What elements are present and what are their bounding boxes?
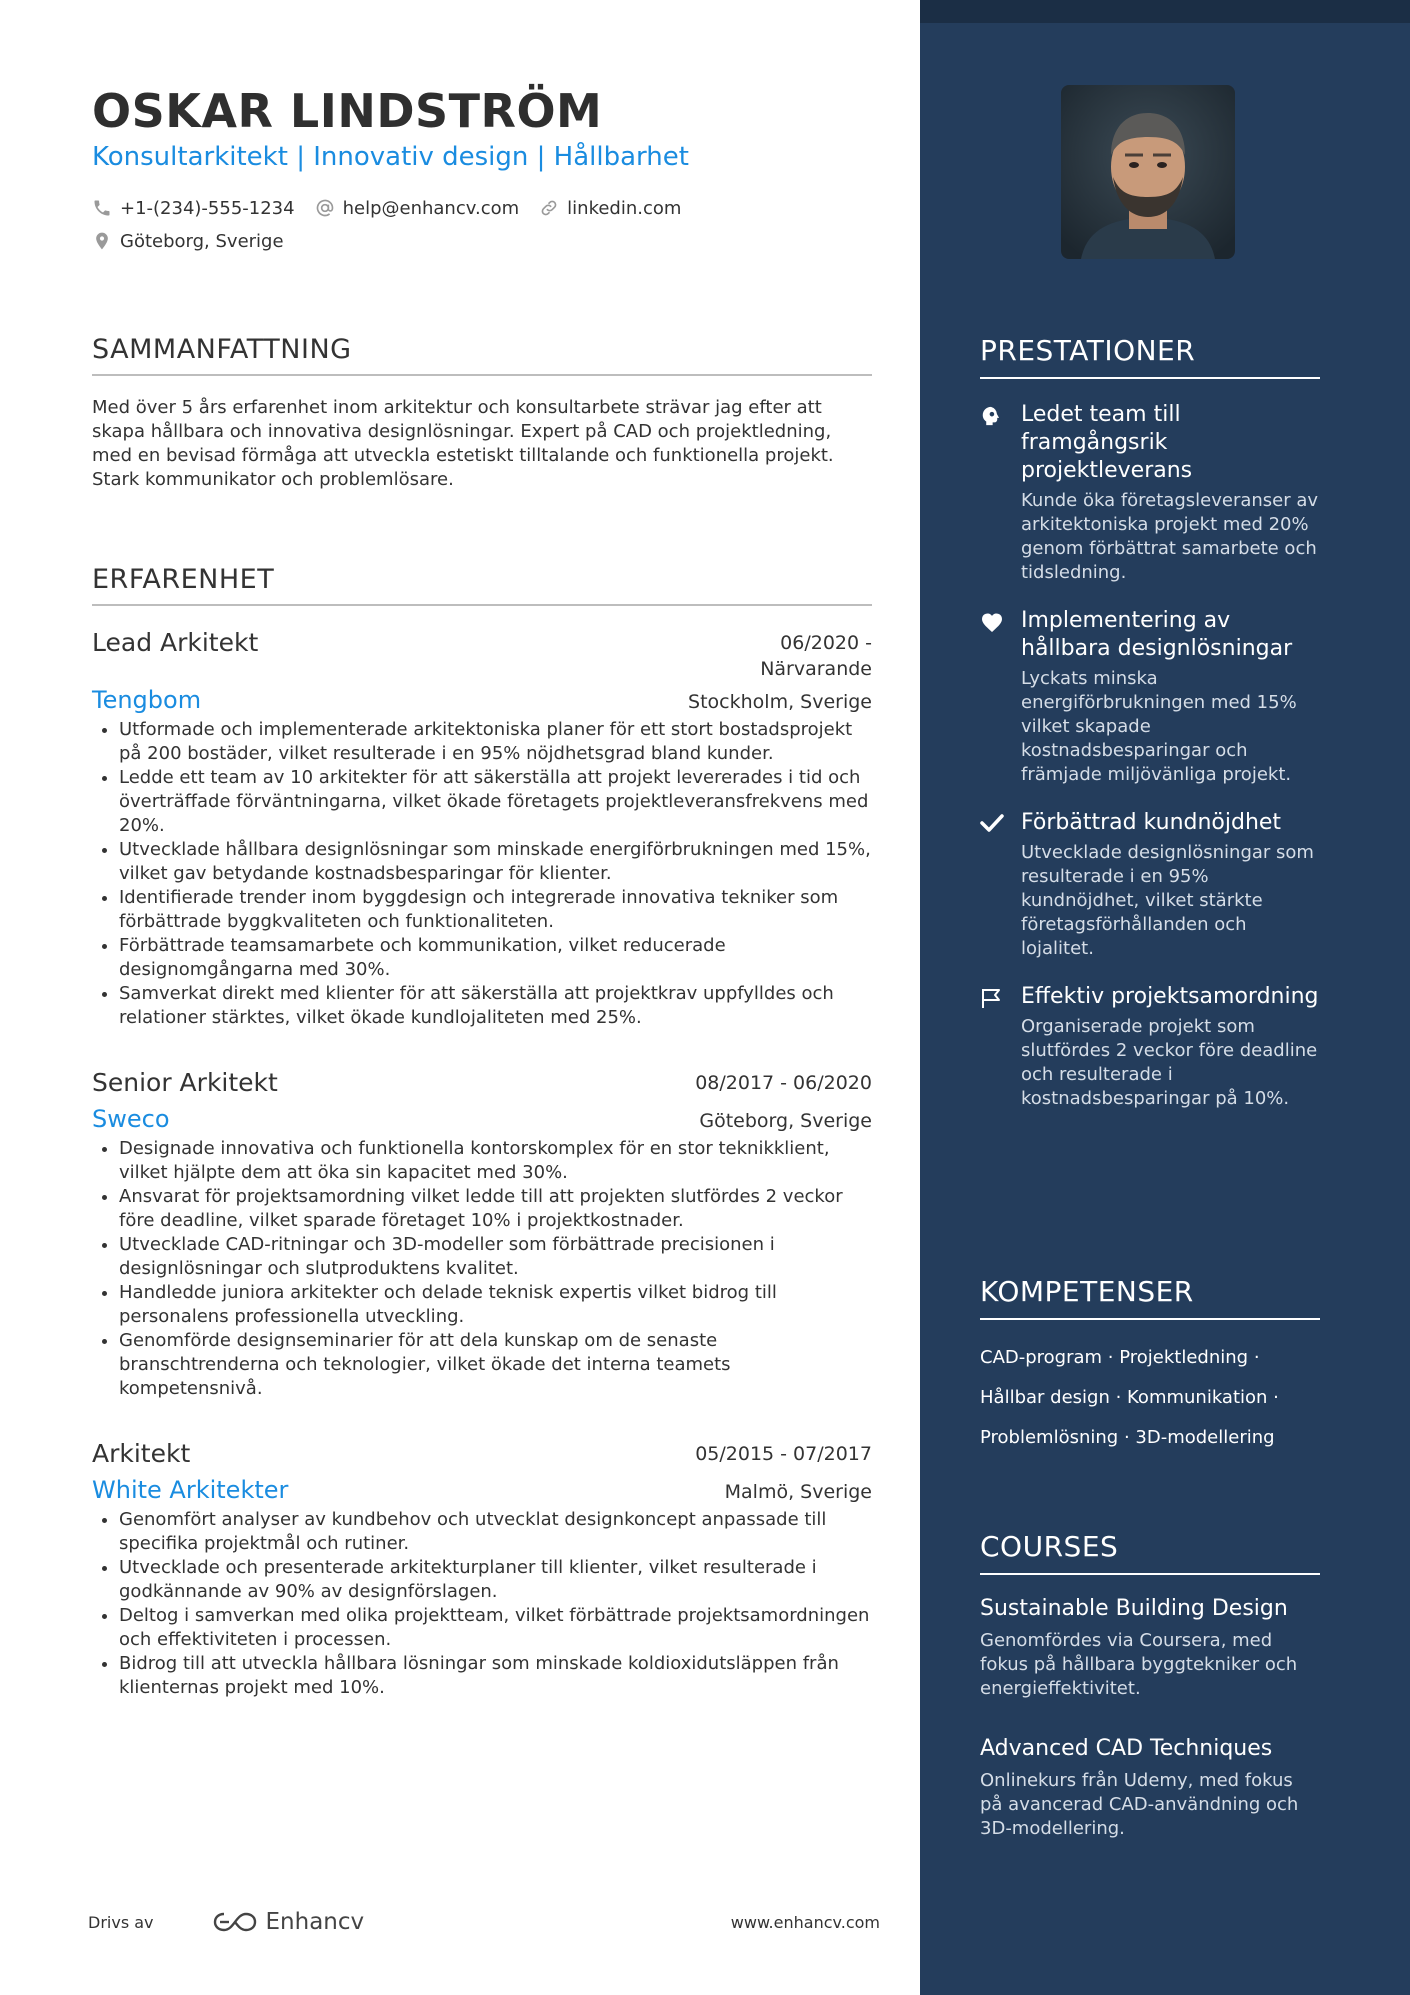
contact-linkedin[interactable] — [539, 198, 681, 219]
job-bullet: • Genomförde designseminarier för att dela kunskap om de senaste branschtrenderna och teknologier, vilket ökade det interna teamets kompetensnivå. — [119, 1329, 872, 1401]
summary-title: SAMMANFATTNING — [92, 334, 872, 376]
job-bullets — [92, 718, 872, 1030]
flag-icon — [980, 987, 1004, 1009]
check-icon — [980, 813, 1004, 833]
headline: Konsultarkitekt | Innovativ design | Hållbarhet — [92, 142, 689, 172]
job-date-start: 06/2020 - — [780, 632, 872, 654]
job-bullet: • Utvecklade CAD-ritningar och 3D-modeller som förbättrade precisionen i designlösningar och slutproduktens kvalitet. — [119, 1233, 872, 1281]
job-bullet: • Designade innovativa och funktionella kontorskomplex för en stor teknikklient, vilket hjälpte dem att öka sin kapacitet med 30%. — [119, 1137, 872, 1185]
job-title: Lead Arkitekt — [92, 628, 259, 657]
job-title: Senior Arkitekt — [92, 1068, 278, 1097]
job-bullets — [92, 1137, 872, 1401]
job-bullets — [92, 1508, 872, 1700]
skills-title: KOMPETENSER — [980, 1275, 1320, 1320]
job-date-end: Närvarande — [760, 658, 872, 680]
experience-section — [92, 564, 872, 1700]
job-bullet: • Utformade och implementerade arkitektoniska planer för ett stort bostadsprojekt på 200 bostäder, vilket resulterade i en 95% nöjdhetsgrad bland kunder. — [119, 718, 872, 766]
contact-info — [92, 196, 892, 262]
profile-photo — [1061, 85, 1235, 259]
heart-icon — [980, 611, 1004, 633]
job-bullet: • Deltog i samverkan med olika projektteam, vilket förbättrade projektsamordningen och effektiviteten i processen. — [119, 1604, 872, 1652]
linkedin-text: linkedin.com — [567, 197, 682, 219]
job-bullet: • Utvecklade hållbara designlösningar som minskade energiförbrukningen med 15%, vilket gav betydande kostnadsbesparingar för klienter. — [119, 838, 872, 886]
contact-email[interactable] — [315, 198, 520, 219]
phone-text: +1-(234)-555-1234 — [120, 197, 295, 219]
achievement-desc: Utvecklade designlösningar som resulterade i en 95% kundnöjdhet, vilket stärkte företagsförhållanden och lojalitet. — [1021, 842, 1314, 959]
job-bullet: • Utvecklade och presenterade arkitekturplaner till klienter, vilket resulterade i godkännande av 90% av designförslagen. — [119, 1556, 872, 1604]
achievements-title: PRESTATIONER — [980, 334, 1320, 379]
contact-phone[interactable] — [92, 198, 295, 219]
candidate-name: OSKAR LINDSTRÖM — [92, 84, 603, 138]
skills-line: Problemlösning · 3D-modellering — [980, 1427, 1275, 1448]
company-name: White Arkitekter — [92, 1476, 289, 1504]
job-bullet: • Handledde juniora arkitekter och delade teknisk expertis vilket bidrog till personalens professionella utveckling. — [119, 1281, 872, 1329]
job-bullet: • Samverkat direkt med klienter för att säkerställa att projektkrav uppfylldes och relationer stärktes, vilket ökade kundlojaliteten med 25%. — [119, 982, 872, 1030]
course-desc: Genomfördes via Coursera, med fokus på hållbara byggtekniker och energieffektivitet. — [980, 1630, 1298, 1699]
contact-location — [92, 231, 284, 252]
achievements-section — [980, 334, 1320, 1111]
job-location: Stockholm, Sverige — [688, 691, 872, 713]
enhancv-logo-icon — [212, 1910, 258, 1934]
company-name: Tengbom — [92, 686, 202, 714]
courses-title: COURSES — [980, 1530, 1320, 1575]
job-date — [760, 630, 872, 682]
job-entry — [92, 1439, 872, 1700]
job-location: Malmö, Sverige — [724, 1481, 872, 1503]
job-location: Göteborg, Sverige — [699, 1110, 872, 1132]
courses-section — [980, 1530, 1320, 1841]
achievement-desc: Organiserade projekt som slutfördes 2 veckor före deadline och resulterade i kostnadsbesparingar på 10%. — [1021, 1016, 1318, 1109]
location-pin-icon — [92, 231, 112, 251]
skills-line: Hållbar design · Kommunikation · — [980, 1387, 1279, 1408]
enhancv-logo[interactable] — [212, 1909, 365, 1935]
course-item — [980, 1595, 1320, 1701]
phone-icon — [92, 198, 112, 218]
course-title: Advanced CAD Techniques — [980, 1736, 1273, 1761]
portrait-image — [1061, 85, 1235, 259]
job-entry — [92, 1068, 872, 1401]
footer — [88, 1902, 880, 1942]
job-bullet: • Förbättrade teamsamarbete och kommunikation, vilket reducerade designomgångarna med 30%. — [119, 934, 872, 982]
summary-section — [92, 334, 872, 492]
location-text: Göteborg, Sverige — [120, 230, 284, 252]
achievement-title: Implementering av hållbara designlösningar — [1021, 608, 1293, 661]
skills-line: CAD-program · Projektledning · — [980, 1347, 1260, 1368]
skills-list — [980, 1338, 1320, 1458]
experience-title: ERFARENHET — [92, 564, 872, 606]
job-date: 05/2015 - 07/2017 — [695, 1443, 872, 1465]
achievement-title: Förbättrad kundnöjdhet — [1021, 810, 1282, 835]
footer-url[interactable]: www.enhancv.com — [730, 1912, 880, 1932]
link-icon — [539, 198, 559, 218]
brain-icon — [980, 405, 1002, 427]
achievement-item — [980, 983, 1320, 1111]
achievement-item — [980, 809, 1320, 961]
job-bullet: • Ansvarat för projektsamordning vilket ledde till att projekten slutfördes 2 veckor före deadline, vilket sparade företaget 10% i projektkostnader. — [119, 1185, 872, 1233]
at-icon — [315, 198, 335, 218]
sidebar — [920, 0, 1410, 1995]
sidebar-top-strip — [920, 0, 1410, 23]
powered-by-label: Drivs av — [88, 1912, 154, 1932]
achievement-item — [980, 401, 1320, 585]
course-desc: Onlinekurs från Udemy, med fokus på avancerad CAD-användning och 3D-modellering. — [980, 1770, 1299, 1839]
summary-text: Med över 5 års erfarenhet inom arkitektur och konsultarbete strävar jag efter att skapa hållbara och innovativa designlösningar. Expert på CAD och projektledning, med en bevisad förmåga att utveckla estetiskt tilltalande och funktionella projekt. Stark kommunikator och problemlösare. — [92, 397, 834, 490]
achievement-desc: Lyckats minska energiförbrukningen med 15% vilket skapade kostnadsbesparingar och främjade miljövänliga projekt. — [1021, 668, 1297, 785]
job-entry — [92, 628, 872, 1030]
enhancv-brand: Enhancv — [265, 1909, 365, 1935]
job-bullet: • Ledde ett team av 10 arkitekter för att säkerställa att projekt levererades i tid och överträffade förväntningarna, vilket ökade företagets projektleveransfrekvens med 20%. — [119, 766, 872, 838]
achievement-title: Effektiv projektsamordning — [1021, 984, 1319, 1009]
skills-section — [980, 1275, 1320, 1458]
company-name: Sweco — [92, 1105, 170, 1133]
job-bullet: • Bidrog till att utveckla hållbara lösningar som minskade koldioxidutsläppen från klienternas projekt med 10%. — [119, 1652, 872, 1700]
job-date: 08/2017 - 06/2020 — [695, 1072, 872, 1094]
job-bullet: • Genomfört analyser av kundbehov och utvecklat designkoncept anpassade till specifika projektmål och rutiner. — [119, 1508, 872, 1556]
job-title: Arkitekt — [92, 1439, 191, 1468]
achievement-item — [980, 607, 1320, 787]
email-text: help@enhancv.com — [342, 197, 520, 219]
achievement-desc: Kunde öka företagsleveranser av arkitektoniska projekt med 20% genom förbättrat samarbete och tidsledning. — [1021, 490, 1319, 583]
achievement-title: Ledet team till framgångsrik projektleverans — [1021, 402, 1193, 483]
course-item — [980, 1735, 1320, 1841]
job-bullet: • Identifierade trender inom byggdesign och integrerade innovativa tekniker som förbättrade byggkvaliteten och funktionaliteten. — [119, 886, 872, 934]
course-title: Sustainable Building Design — [980, 1596, 1288, 1621]
